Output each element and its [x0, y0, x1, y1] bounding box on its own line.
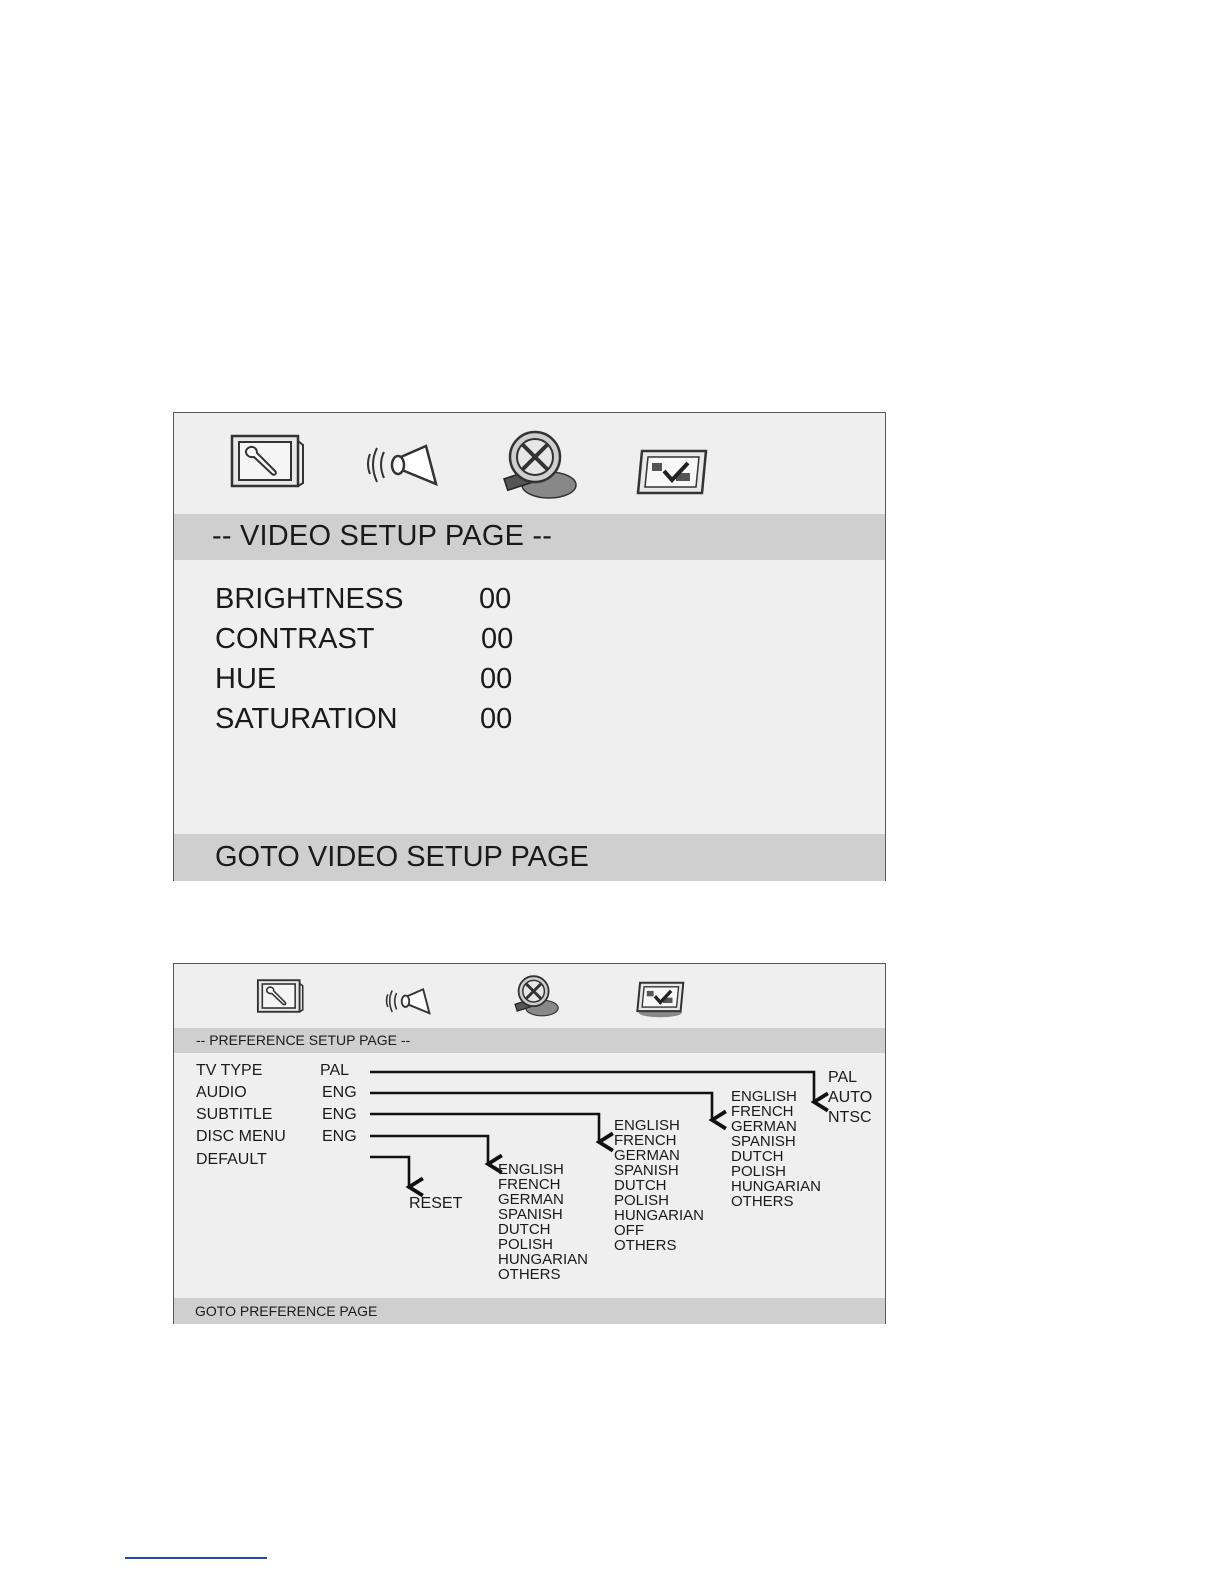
option-dutch[interactable]: DUTCH	[498, 1221, 551, 1238]
option-hungarian[interactable]: HUNGARIAN	[614, 1207, 705, 1224]
tv-type-options	[828, 1068, 872, 1128]
subtitle-options	[614, 1118, 704, 1253]
status-bar	[174, 1298, 885, 1324]
option-french[interactable]: FRENCH	[731, 1103, 794, 1120]
status-bar	[174, 834, 885, 881]
menu-item-audio[interactable]: AUDIO	[196, 1084, 247, 1101]
option-hungarian[interactable]: HUNGARIAN	[498, 1251, 589, 1268]
menu-item-hue[interactable]: HUE	[215, 663, 277, 695]
option-spanish[interactable]: SPANISH	[731, 1133, 796, 1150]
option-pal[interactable]: PAL	[828, 1069, 858, 1086]
option-english[interactable]: ENGLISH	[731, 1088, 797, 1105]
page-title-bar	[174, 514, 885, 560]
option-spanish[interactable]: SPANISH	[614, 1162, 679, 1179]
status-text: GOTO VIDEO SETUP PAGE	[215, 841, 589, 873]
option-german[interactable]: GERMAN	[498, 1191, 564, 1208]
tv-type-value[interactable]: PAL	[320, 1062, 350, 1079]
video-setup-panel	[173, 412, 886, 881]
menu-item-subtitle[interactable]: SUBTITLE	[196, 1106, 273, 1123]
option-others[interactable]: OTHERS	[614, 1237, 677, 1254]
general-setup-icon[interactable]	[229, 433, 305, 489]
option-reset[interactable]: RESET	[409, 1195, 463, 1212]
page-title: -- PREFERENCE SETUP PAGE --	[196, 1032, 411, 1048]
subtitle-value[interactable]: ENG	[322, 1106, 357, 1123]
video-setup-icon[interactable]	[499, 429, 579, 501]
option-off[interactable]: OFF	[614, 1222, 644, 1239]
option-french[interactable]: FRENCH	[614, 1132, 677, 1149]
preference-setup-icon[interactable]	[636, 447, 710, 497]
option-polish[interactable]: POLISH	[498, 1236, 554, 1253]
disc-menu-connector	[370, 1136, 488, 1164]
option-auto[interactable]: AUTO	[828, 1089, 873, 1106]
saturation-value[interactable]: 00	[480, 703, 513, 735]
status-text: GOTO PREFERENCE PAGE	[195, 1303, 378, 1319]
footnote-divider	[125, 1557, 267, 1559]
audio-connector	[370, 1093, 712, 1120]
menu-item-disc-menu[interactable]: DISC MENU	[196, 1128, 286, 1145]
option-english[interactable]: ENGLISH	[614, 1117, 680, 1134]
option-spanish[interactable]: SPANISH	[498, 1206, 563, 1223]
audio-setup-icon[interactable]	[364, 438, 440, 488]
option-english[interactable]: ENGLISH	[498, 1161, 564, 1178]
option-ntsc[interactable]: NTSC	[828, 1109, 872, 1126]
menu-item-contrast[interactable]: CONTRAST	[215, 623, 375, 655]
option-french[interactable]: FRENCH	[498, 1176, 561, 1193]
preference-setup-panel	[173, 963, 886, 1324]
hue-value[interactable]: 00	[480, 663, 513, 695]
option-german[interactable]: GERMAN	[731, 1118, 797, 1135]
page-title: -- VIDEO SETUP PAGE --	[212, 520, 553, 552]
audio-value[interactable]: ENG	[322, 1084, 357, 1101]
menu-item-default[interactable]: DEFAULT	[196, 1151, 267, 1168]
default-connector	[370, 1157, 409, 1187]
option-dutch[interactable]: DUTCH	[731, 1148, 784, 1165]
option-others[interactable]: OTHERS	[498, 1266, 561, 1283]
menu-item-brightness[interactable]: BRIGHTNESS	[215, 583, 404, 615]
contrast-value[interactable]: 00	[481, 623, 514, 655]
subtitle-connector	[370, 1114, 599, 1142]
option-polish[interactable]: POLISH	[614, 1192, 670, 1209]
brightness-value[interactable]: 00	[479, 583, 512, 615]
disc-menu-value[interactable]: ENG	[322, 1128, 357, 1145]
option-german[interactable]: GERMAN	[614, 1147, 680, 1164]
option-hungarian[interactable]: HUNGARIAN	[731, 1178, 822, 1195]
menu-item-tv-type[interactable]: TV TYPE	[196, 1062, 263, 1079]
disc-menu-options	[498, 1162, 588, 1282]
option-polish[interactable]: POLISH	[731, 1163, 787, 1180]
option-dutch[interactable]: DUTCH	[614, 1177, 667, 1194]
option-others[interactable]: OTHERS	[731, 1193, 794, 1210]
audio-options	[731, 1089, 821, 1209]
menu-item-saturation[interactable]: SATURATION	[215, 703, 398, 735]
